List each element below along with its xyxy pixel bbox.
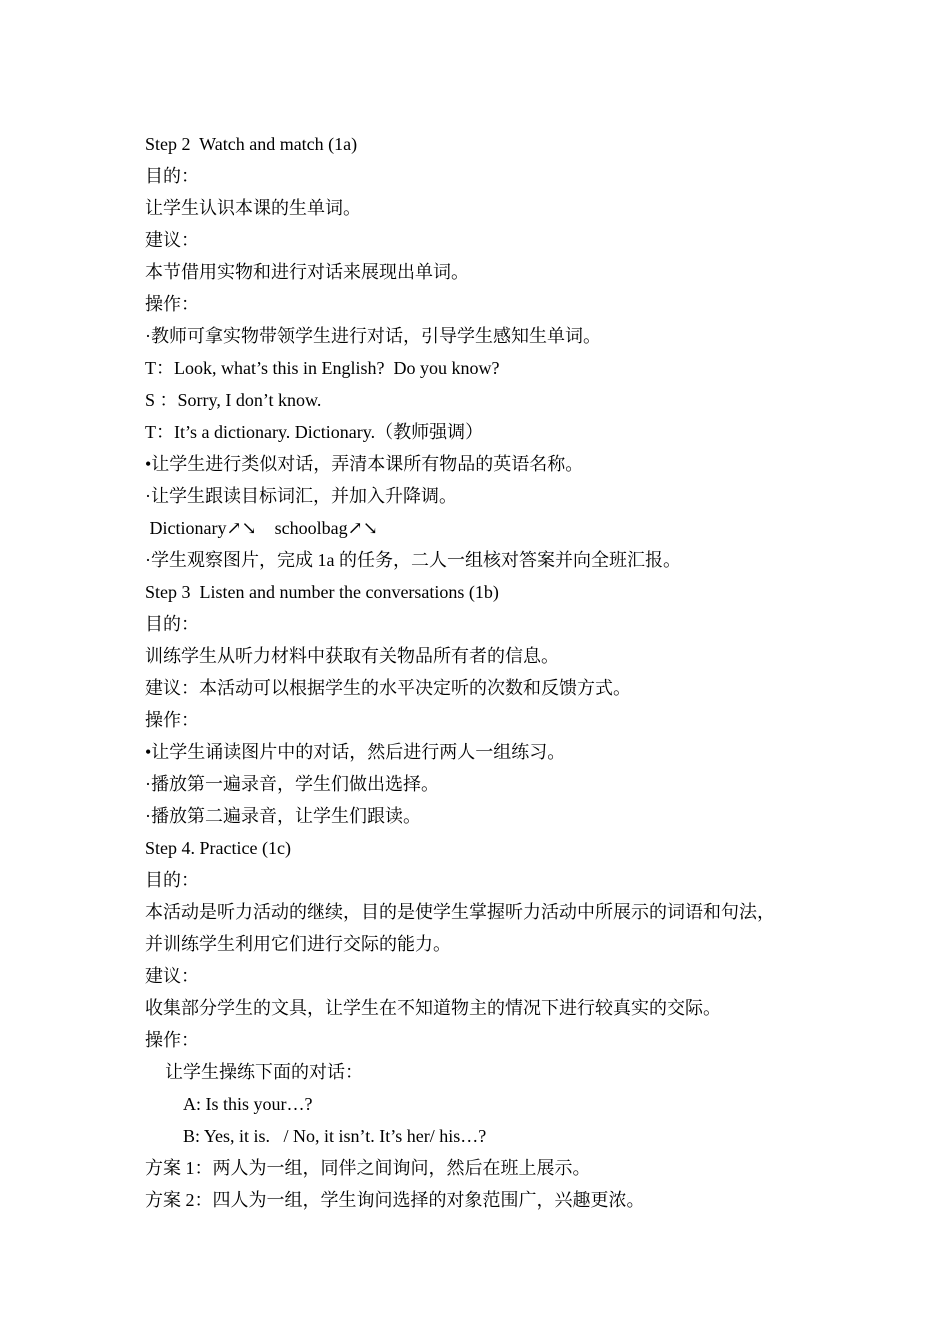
dialogue-line: S ：Sorry, I don’t know. [145, 390, 322, 410]
dialogue-line: T：Look, what’s this in English? Do you know? [145, 358, 500, 378]
procedure-item: •让学生进行类似对话，弄清本课所有物品的英语名称。 [145, 454, 584, 474]
dialogue-line: T：It’s a dictionary. Dictionary.（教师强调） [145, 422, 484, 442]
procedure-item: ·让学生跟读目标词汇，并加入升降调。 [145, 486, 457, 506]
suggestion-text: 建议：本活动可以根据学生的水平决定听的次数和反馈方式。 [145, 678, 631, 698]
procedure-label: 操作： [145, 1030, 199, 1050]
procedure-item: ·播放第二遍录音，让学生们跟读。 [145, 806, 421, 826]
procedure-label: 操作： [145, 710, 199, 730]
procedure-item: ·学生观察图片，完成 1a 的任务，二人一组核对答案并向全班汇报。 [145, 550, 681, 570]
procedure-item: ·教师可拿实物带领学生进行对话，引导学生感知生单词。 [145, 326, 601, 346]
intonation-words: Dictionary↗↘ schoolbag↗↘ [145, 518, 378, 538]
plan-item: 方案 1：两人为一组，同伴之间询问，然后在班上展示。 [145, 1158, 591, 1178]
purpose-text: 训练学生从听力材料中获取有关物品所有者的信息。 [145, 646, 559, 666]
purpose-text: 让学生认识本课的生单词。 [145, 198, 361, 218]
dialogue-line: A: Is this your…? [183, 1094, 313, 1114]
purpose-label: 目的： [145, 870, 199, 890]
suggestion-label: 建议： [145, 966, 199, 986]
procedure-item: ·播放第一遍录音，学生们做出选择。 [145, 774, 439, 794]
procedure-item: 让学生操练下面的对话： [165, 1062, 363, 1082]
plan-item: 方案 2：四人为一组，学生询问选择的对象范围广，兴趣更浓。 [145, 1190, 645, 1210]
suggestion-text: 收集部分学生的文具，让学生在不知道物主的情况下进行较真实的交际。 [145, 998, 721, 1018]
document-body [145, 128, 825, 1216]
suggestion-label: 建议： [145, 230, 199, 250]
step2-heading: Step 2 Watch and match (1a) [145, 134, 358, 154]
purpose-text: 本活动是听力活动的继续，目的是使学生掌握听力活动中所展示的词语和句法， [145, 902, 775, 922]
purpose-label: 目的： [145, 614, 199, 634]
purpose-label: 目的： [145, 166, 199, 186]
procedure-label: 操作： [145, 294, 199, 314]
dialogue-line: B: Yes, it is. / No, it isn’t. It’s her/ his…? [183, 1126, 487, 1146]
procedure-item: •让学生诵读图片中的对话，然后进行两人一组练习。 [145, 742, 566, 762]
purpose-text: 并训练学生利用它们进行交际的能力。 [145, 934, 451, 954]
step3-heading: Step 3 Listen and number the conversations (1b) [145, 582, 499, 602]
suggestion-text: 本节借用实物和进行对话来展现出单词。 [145, 262, 469, 282]
step4-heading: Step 4. Practice (1c) [145, 838, 291, 858]
